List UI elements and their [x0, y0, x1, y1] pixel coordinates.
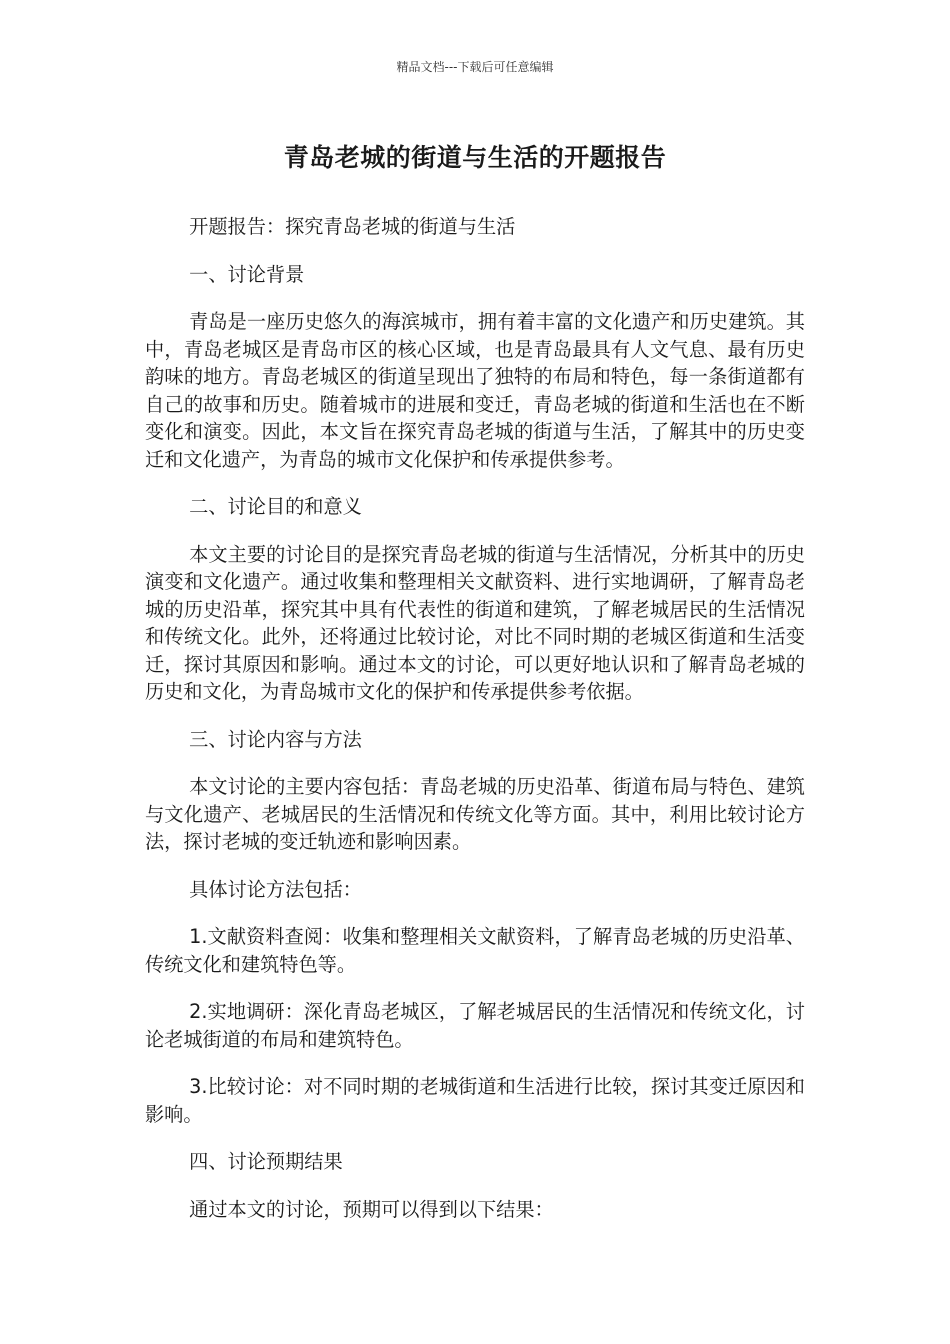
section-heading-background: 一、讨论背景	[189, 262, 305, 286]
document-body	[145, 213, 805, 1243]
paragraph-content: 本文讨论的主要内容包括：青岛老城的历史沿革、街道布局与特色、建筑与文化遗产、老城居民的生活情况和传统文化等方面。其中，利用比较讨论方法，探讨老城的变迁轨迹和影响因素。	[145, 775, 805, 853]
list-item-method-3: 3.比较讨论：对不同时期的老城街道和生活进行比较，探讨其变迁原因和影响。	[145, 1075, 805, 1126]
report-subtitle: 开题报告：探究青岛老城的街道与生活	[189, 215, 516, 238]
header-note: 精品文档---下载后可任意编辑	[396, 60, 554, 74]
list-item-method-1: 1.文献资料查阅：收集和整理相关文献资料，了解青岛老城的历史沿革、传统文化和建筑特色等。	[145, 925, 805, 976]
section-heading-expected-results: 四、讨论预期结果	[189, 1150, 343, 1173]
paragraph-purpose: 本文主要的讨论目的是探究青岛老城的街道与生活情况，分析其中的历史演变和文化遗产。通过收集和整理相关文献资料、进行实地调研，了解青岛老城的历史沿革，探究其中具有代表性的街道和建筑，了解老城居民的生活情况和传统文化。此外，还将通过比较讨论，对比不同时期的老城区街道和生活变迁，探讨其原因和影响。通过本文的讨论，可以更好地认识和了解青岛老城的历史和文化，为青岛城市文化的保护和传承提供参考依据。	[145, 542, 805, 703]
paragraph-background: 青岛是一座历史悠久的海滨城市，拥有着丰富的文化遗产和历史建筑。其中，青岛老城区是青岛市区的核心区域，也是青岛最具有人文气息、最有历史韵味的地方。青岛老城区的街道呈现出了独特的布局和特色，每一条街道都有自己的故事和历史。随着城市的进展和变迁，青岛老城的街道和生活也在不断变化和演变。因此，本文旨在探究青岛老城的街道与生活，了解其中的历史变迁和文化遗产，为青岛的城市文化保护和传承提供参考。	[145, 310, 805, 471]
list-item-method-2: 2.实地调研：深化青岛老城区，了解老城居民的生活情况和传统文化，讨论老城街道的布局和建筑特色。	[145, 1000, 805, 1051]
section-heading-purpose: 二、讨论目的和意义	[189, 495, 362, 518]
paragraph-methods-intro: 具体讨论方法包括：	[189, 877, 362, 901]
section-heading-content-methods: 三、讨论内容与方法	[189, 727, 362, 751]
paragraph-expected-results: 通过本文的讨论，预期可以得到以下结果：	[189, 1197, 554, 1221]
document-title: 青岛老城的街道与生活的开题报告	[283, 143, 667, 172]
